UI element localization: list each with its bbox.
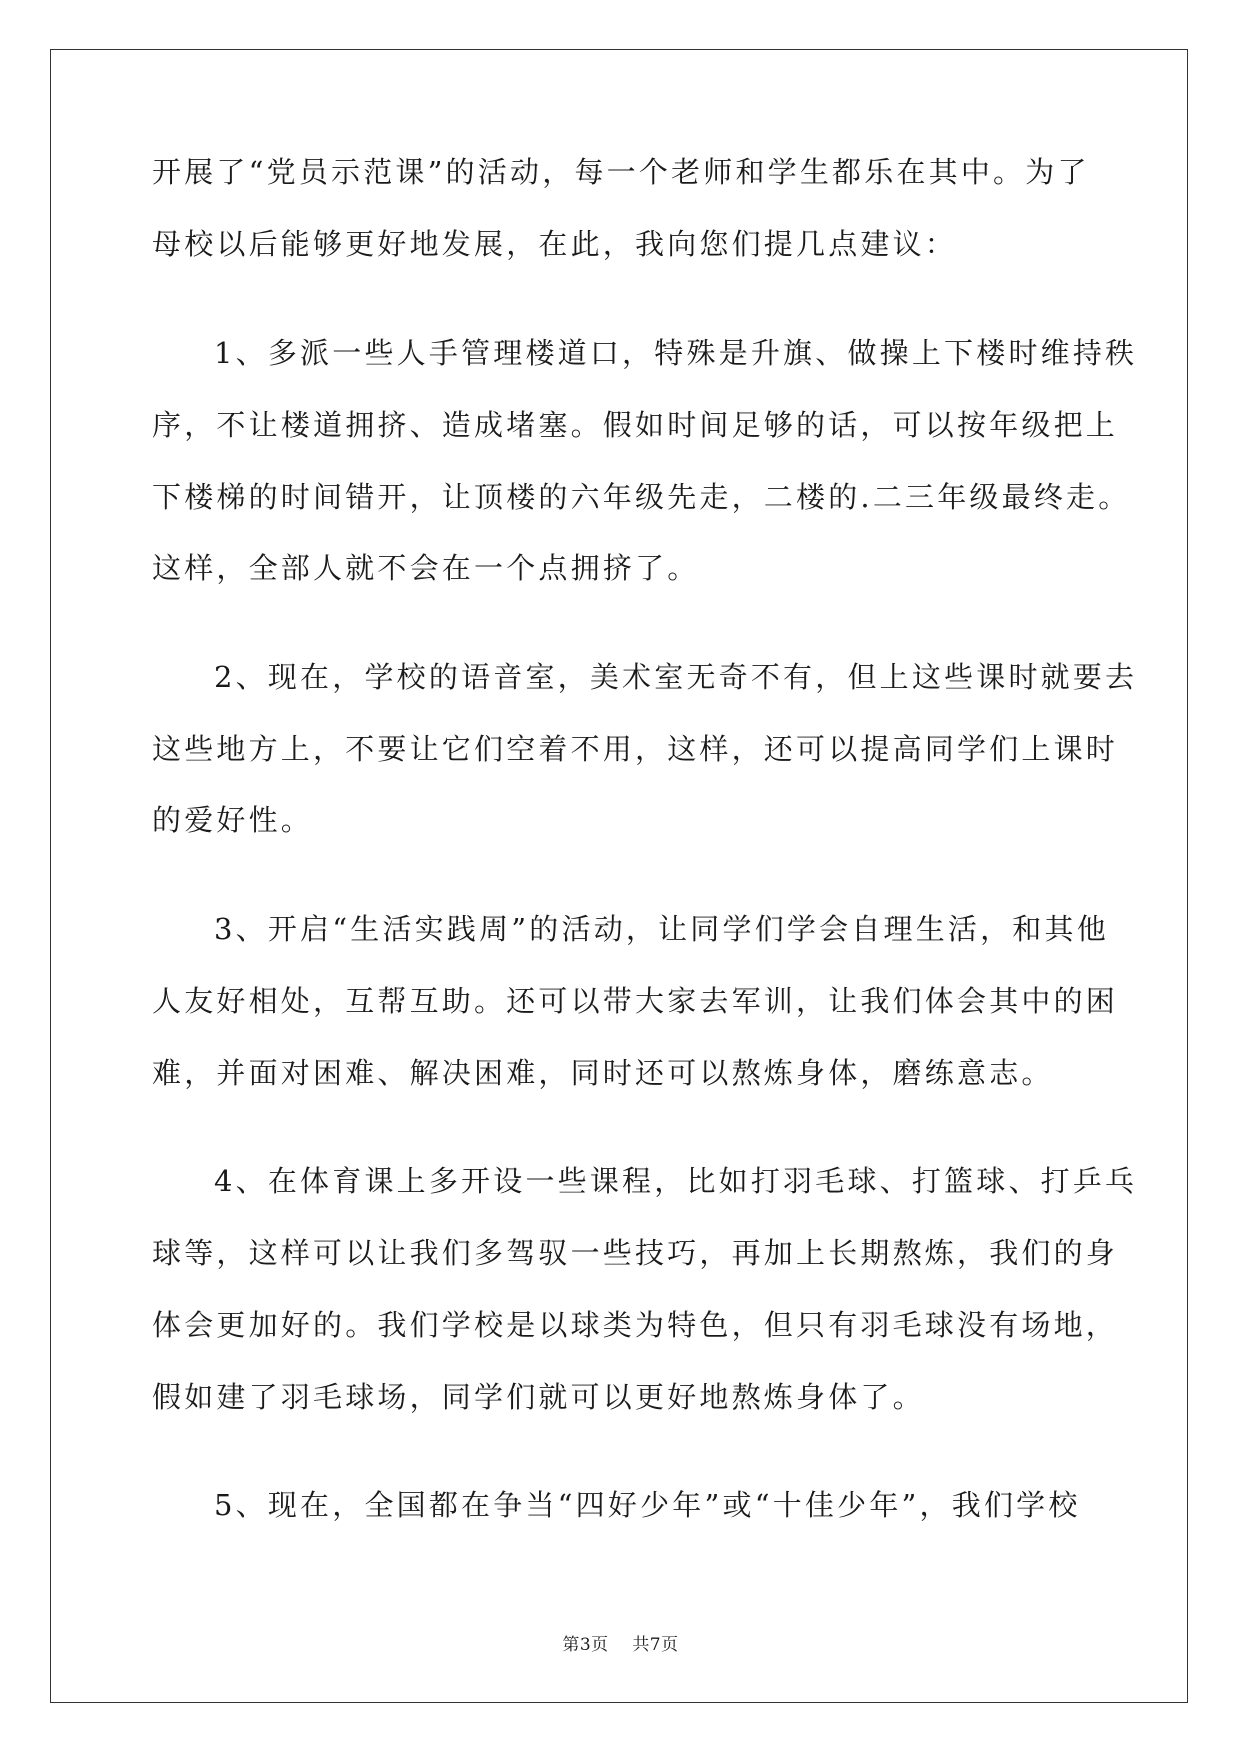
text-line: 4、在体育课上多开设一些课程，比如打羽毛球、打篮球、打乒乓 xyxy=(214,1164,1138,1198)
text-line: 这些地方上，不要让它们空着不用，这样，还可以提高同学们上课时 xyxy=(152,732,1119,766)
text-line: 人友好相处，互帮互助。还可以带大家去军训，让我们体会其中的困 xyxy=(152,984,1119,1018)
text-line: 2、现在，学校的语音室，美术室无奇不有，但上这些课时就要去 xyxy=(214,660,1138,694)
text-line: 母校以后能够更好地发展，在此，我向您们提几点建议： xyxy=(152,227,958,261)
text-line: 3、开启“生活实践周”的活动，让同学们学会自理生活，和其他 xyxy=(214,912,1109,946)
text-line: 序，不让楼道拥挤、造成堵塞。假如时间足够的话，可以按年级把上 xyxy=(152,408,1119,442)
text-line: 这样，全部人就不会在一个点拥挤了。 xyxy=(152,551,700,585)
text-line: 体会更加好的。我们学校是以球类为特色，但只有羽毛球没有场地， xyxy=(152,1308,1119,1342)
text-line: 下楼梯的时间错开，让顶楼的六年级先走，二楼的.二三年级最终走。 xyxy=(152,480,1131,514)
text-line: 难，并面对困难、解决困难，同时还可以熬炼身体，磨练意志。 xyxy=(152,1056,1054,1090)
text-line: 假如建了羽毛球场，同学们就可以更好地熬炼身体了。 xyxy=(152,1380,925,1414)
text-line: 1、多派一些人手管理楼道口，特殊是升旗、做操上下楼时维持秩 xyxy=(214,336,1138,370)
text-line: 5、现在，全国都在争当“四好少年”或“十佳少年”，我们学校 xyxy=(214,1488,1081,1522)
text-line: 开展了“党员示范课”的活动，每一个老师和学生都乐在其中。为了 xyxy=(152,155,1090,189)
page-number-current: 第3页 xyxy=(562,1635,609,1655)
page-number-total: 共7页 xyxy=(632,1635,679,1655)
page-border xyxy=(50,49,1188,1703)
text-line: 的爱好性。 xyxy=(152,803,314,837)
page-footer xyxy=(0,1630,1241,1655)
text-line: 球等，这样可以让我们多驾驭一些技巧，再加上长期熬炼，我们的身 xyxy=(152,1236,1119,1270)
